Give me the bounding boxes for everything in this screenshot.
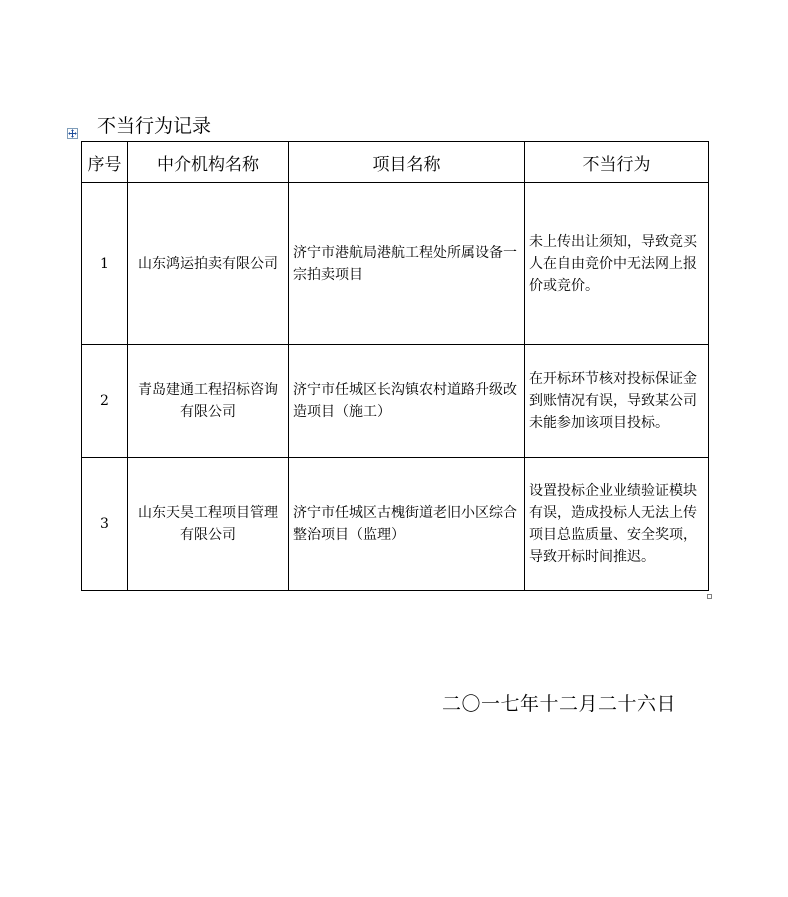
project-name: 济宁市港航局港航工程处所属设备一宗拍卖项目	[289, 183, 525, 345]
row-index: 1	[82, 183, 128, 345]
table-row	[82, 345, 709, 458]
document-date: 二〇一七年十二月二十六日	[442, 693, 677, 715]
table-row	[82, 458, 709, 591]
misconduct-description: 未上传出让须知，导致竞买人在自由竞价中无法网上报价或竞价。	[525, 183, 709, 345]
header-agency-name: 中介机构名称	[128, 142, 289, 183]
row-index: 2	[82, 345, 128, 458]
table-row	[82, 183, 709, 345]
agency-name: 青岛建通工程招标咨询有限公司	[128, 345, 289, 458]
agency-name: 山东天昊工程项目管理有限公司	[128, 458, 289, 591]
header-misconduct: 不当行为	[525, 142, 709, 183]
header-index: 序号	[82, 142, 128, 183]
row-index: 3	[82, 458, 128, 591]
table-header-row	[82, 142, 709, 183]
misconduct-table	[81, 141, 709, 591]
agency-name: 山东鸿运拍卖有限公司	[128, 183, 289, 345]
header-project-name: 项目名称	[289, 142, 525, 183]
project-name: 济宁市任城区长沟镇农村道路升级改造项目（施工）	[289, 345, 525, 458]
document-title: 不当行为记录	[97, 115, 212, 137]
table-move-icon[interactable]	[67, 128, 78, 139]
misconduct-description: 设置投标企业业绩验证模块有误，造成投标人无法上传项目总监质量、安全奖项，导致开标时间推迟。	[525, 458, 709, 591]
table-resize-icon[interactable]	[707, 594, 712, 599]
project-name: 济宁市任城区古槐街道老旧小区综合整治项目（监理）	[289, 458, 525, 591]
misconduct-description: 在开标环节核对投标保证金到账情况有误，导致某公司未能参加该项目投标。	[525, 345, 709, 458]
